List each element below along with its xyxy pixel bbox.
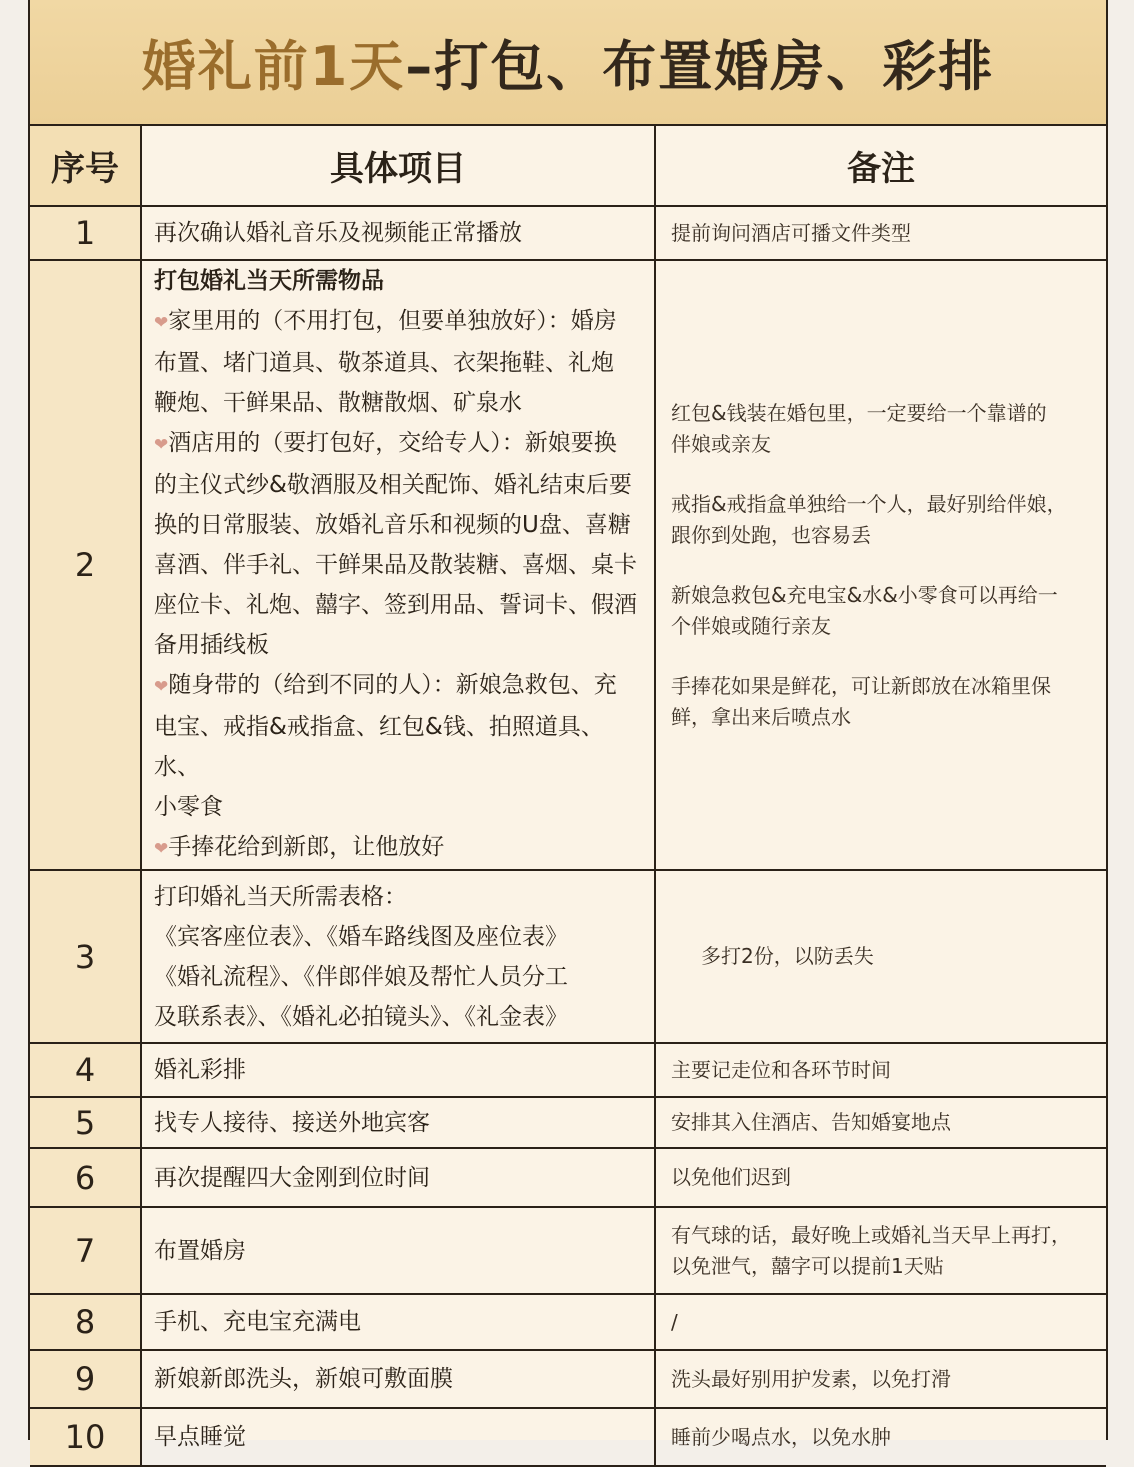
row-note: 洗头最好别用护发素，以免打滑 (655, 1350, 1106, 1408)
row-note: 提前询问酒店可播文件类型 (655, 206, 1106, 260)
item-line: 《婚礼流程》、《伴郎伴娘及帮忙人员分工 (154, 963, 568, 990)
row-note: 有气球的话，最好晚上或婚礼当天早上再打， 以免泄气，囍字可以提前1天贴 (655, 1207, 1106, 1294)
page-title (142, 24, 995, 101)
item-line: ❤随身带的（给到不同的人）：新娘急救包、充 (154, 672, 617, 698)
table-row (30, 870, 1106, 1043)
row-note: 多打2份，以防丢失 (655, 870, 1106, 1043)
item-line: ❤家里用的（不用打包，但要单独放好）：婚房 (154, 308, 617, 334)
table-row (30, 1148, 1106, 1207)
heart-icon: ❤ (154, 435, 169, 455)
note-paragraph: 戒指&戒指盒单独给一个人，最好别给伴娘， 跟你到处跑，也容易丢 (671, 491, 1067, 547)
header-item: 具体项目 (141, 126, 655, 206)
row-note: 主要记走位和各环节时间 (655, 1043, 1106, 1097)
table-row (30, 1350, 1106, 1408)
row-note: 以免他们迟到 (655, 1148, 1106, 1207)
table-row (30, 1097, 1106, 1148)
item-line: 喜酒、伴手礼、干鲜果品及散装糖、喜烟、桌卡 (154, 552, 637, 578)
table-row (30, 1408, 1106, 1466)
table-row (30, 260, 1106, 870)
table-header-row (30, 126, 1106, 206)
item-line: ❤酒店用的（要打包好，交给专人）：新娘要换 (154, 430, 617, 456)
row-item: 再次确认婚礼音乐及视频能正常播放 (141, 206, 655, 260)
row-note: 睡前少喝点水，以免水肿 (655, 1408, 1106, 1466)
item-line: 的主仪式纱&敬酒服及相关配饰、婚礼结束后要 (154, 472, 632, 498)
page-title-accent: 婚礼前1天 (141, 34, 406, 98)
row-number: 1 (30, 206, 141, 260)
checklist-sheet (28, 0, 1108, 1456)
table-row (30, 1043, 1106, 1097)
row-item: 早点睡觉 (141, 1408, 655, 1466)
row-number: 9 (30, 1350, 141, 1408)
item-line: ❤手捧花给到新郎，让他放好 (154, 834, 445, 860)
item-line: 《宾客座位表》、《婚车路线图及座位表》 (154, 923, 568, 950)
row-item: 新娘新郎洗头，新娘可敷面膜 (141, 1350, 655, 1408)
note-paragraph: 新娘急救包&充电宝&水&小零食可以再给一 个伴娘或随行亲友 (671, 582, 1058, 638)
item-line: 打印婚礼当天所需表格： (154, 883, 407, 910)
row-item: 找专人接待、接送外地宾客 (141, 1097, 655, 1148)
row-item (141, 260, 655, 870)
row-number: 4 (30, 1043, 141, 1097)
header-note: 备注 (655, 126, 1106, 206)
heart-icon: ❤ (154, 313, 169, 333)
table-row (30, 1294, 1106, 1350)
table-row (30, 206, 1106, 260)
heart-icon: ❤ (154, 839, 169, 859)
row-number: 6 (30, 1148, 141, 1207)
row-note (655, 260, 1106, 870)
row-number: 2 (30, 260, 141, 870)
item-line: 鞭炮、干鲜果品、散糖散烟、矿泉水 (154, 390, 522, 416)
row-item: 手机、充电宝充满电 (141, 1294, 655, 1350)
page-title-rest: –打包、布置婚房、彩排 (405, 34, 995, 98)
title-bar (30, 0, 1106, 126)
row-item: 布置婚房 (141, 1207, 655, 1294)
table-row (30, 1207, 1106, 1294)
row-note: / (655, 1294, 1106, 1350)
row-item: 婚礼彩排 (141, 1043, 655, 1097)
row-number: 8 (30, 1294, 141, 1350)
row-number: 7 (30, 1207, 141, 1294)
heart-icon: ❤ (154, 677, 169, 697)
header-num: 序号 (30, 126, 141, 206)
item-line: 及联系表》、《婚礼必拍镜头》、《礼金表》 (154, 1003, 568, 1030)
item-line: 电宝、戒指&戒指盒、红包&钱、拍照道具、水、 (154, 714, 604, 780)
item-line: 布置、堵门道具、敬茶道具、衣架拖鞋、礼炮 (154, 350, 614, 376)
row-note: 安排其入住酒店、告知婚宴地点 (655, 1097, 1106, 1148)
row-number: 10 (30, 1408, 141, 1466)
item-line: 小零食 (154, 794, 223, 820)
note-paragraph: 红包&钱装在婚包里，一定要给一个靠谱的 伴娘或亲友 (671, 400, 1047, 456)
item-subheading: 打包婚礼当天所需物品 (154, 268, 384, 294)
row-number: 5 (30, 1097, 141, 1148)
row-number: 3 (30, 870, 141, 1043)
item-line: 换的日常服装、放婚礼音乐和视频的U盘、喜糖 (154, 512, 631, 538)
item-line: 备用插线板 (154, 632, 269, 658)
item-line: 座位卡、礼炮、囍字、签到用品、誓词卡、假酒 (154, 592, 637, 618)
row-item: 再次提醒四大金刚到位时间 (141, 1148, 655, 1207)
note-paragraph: 手捧花如果是鲜花，可让新郎放在冰箱里保 鲜，拿出来后喷点水 (671, 673, 1051, 729)
checklist-table (30, 126, 1106, 1467)
row-item (141, 870, 655, 1043)
